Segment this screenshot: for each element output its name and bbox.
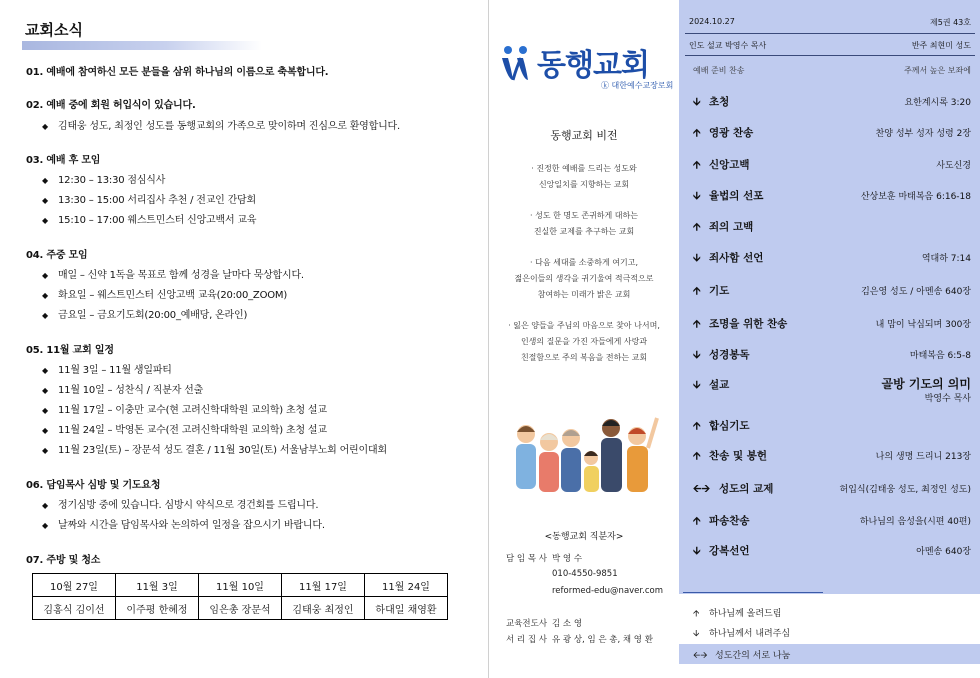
arrow-up-icon: 🡩 xyxy=(693,515,701,527)
order-item-label: 파송찬송 xyxy=(709,515,750,527)
pastor-role: 담 임 목 사 xyxy=(506,554,547,564)
bullet-icon: ◆ xyxy=(42,311,48,320)
bullet-icon: ◆ xyxy=(42,501,48,510)
arrow-down-icon: 🡫 xyxy=(693,252,701,264)
order-item-detail: 허입식(김태웅 성도, 최정인 성도) xyxy=(839,485,971,495)
logo-subtitle: ⓚ 대한예수교장로회 xyxy=(601,81,674,90)
vision-line: 참여하는 미래가 밝은 교회 xyxy=(537,290,631,299)
staff-title: <동행교회 직분자> xyxy=(544,532,624,542)
arrow-up-icon: 🡩 xyxy=(693,127,701,139)
list-item: ◆ 15:10 – 17:00 웨스트민스터 신앙고백서 교육 xyxy=(42,215,257,226)
order-item-detail: 나의 생명 드리니 213장 xyxy=(875,452,971,462)
prep-hymn-title: 주께서 높은 보좌에 xyxy=(904,66,971,75)
arrow-down-icon: 🡫 xyxy=(693,349,701,361)
duty-date: 11월 10일 xyxy=(199,574,282,597)
list-item: ◆ 김태웅 성도, 최정인 성도를 동행교회의 가족으로 맞이하며 진심으로 환영합니다. xyxy=(42,121,400,132)
order-item-label: 성경봉독 xyxy=(709,349,750,361)
people-logo-icon xyxy=(499,44,537,84)
duty-date: 11월 3일 xyxy=(116,574,199,597)
order-item-detail: 역대하 7:14 xyxy=(921,254,971,264)
arrow-up-icon: 🡩 xyxy=(693,609,700,619)
section-heading: 01. 예배에 참여하신 모든 분들을 삼위 하나님의 이름으로 축복합니다. xyxy=(26,67,329,78)
order-item-detail: 아멘송 640장 xyxy=(916,547,971,557)
order-item-label: 찬송 및 봉헌 xyxy=(709,450,768,462)
arrow-both-icon: 🡨🡪 xyxy=(693,483,711,495)
order-item xyxy=(679,316,980,332)
section-heading: 06. 담임목사 심방 및 기도요청 xyxy=(26,480,161,491)
family-illustration xyxy=(511,404,661,499)
order-item xyxy=(679,188,980,204)
arrow-up-icon: 🡩 xyxy=(693,221,701,233)
order-item-detail: 사도신경 xyxy=(936,161,971,171)
accompanist-info: 반주 최현미 성도 xyxy=(911,41,971,50)
bullet-icon: ◆ xyxy=(42,366,48,375)
order-item-label: 합심기도 xyxy=(709,420,750,432)
order-item xyxy=(679,543,980,559)
order-item-label: 강복선언 xyxy=(709,545,750,557)
vision-line: 젊은이들의 생각을 귀기울여 적극적으로 xyxy=(514,274,654,283)
order-item-detail: 내 맘이 낙심되며 300장 xyxy=(875,320,971,330)
order-item xyxy=(679,481,980,497)
bullet-icon: ◆ xyxy=(42,122,48,131)
vision-line: · 다음 세대를 소중하게 여기고, xyxy=(530,258,638,267)
order-item xyxy=(679,283,980,299)
order-item-label: 설교 xyxy=(709,379,730,391)
leader-info: 인도 설교 박영수 목사 xyxy=(689,41,767,50)
arrow-down-icon: 🡫 xyxy=(693,629,700,639)
arrow-both-icon: 🡨🡪 xyxy=(693,651,708,661)
order-item-label: 조명을 위한 찬송 xyxy=(709,318,788,330)
section-heading: 05. 11월 교회 일정 xyxy=(26,345,114,356)
prep-hymn-label: 예배 준비 찬송 xyxy=(693,66,745,75)
edu-role: 교육전도사 xyxy=(506,619,548,629)
section-heading: 03. 예배 후 모임 xyxy=(26,155,101,166)
arrow-down-icon: 🡫 xyxy=(693,190,701,202)
arrow-up-icon: 🡩 xyxy=(693,420,701,432)
order-item xyxy=(679,418,980,434)
list-item: ◆ 11월 23일(토) – 장문석 성도 결혼 / 11월 30일(토) 서울남부노회 어린이대회 xyxy=(42,445,387,456)
header-divider xyxy=(685,55,975,56)
worship-order-panel xyxy=(679,0,980,678)
order-item xyxy=(679,347,980,363)
list-item: ◆ 13:30 – 15:00 서리집사 추천 / 전교인 간담회 xyxy=(42,195,256,206)
bullet-icon: ◆ xyxy=(42,196,48,205)
duty-names: 하대일 채영환 xyxy=(365,597,448,620)
duty-names: 이주평 한혜정 xyxy=(116,597,199,620)
bulletin-volume: 제5권 43호 xyxy=(930,18,971,27)
vision-line: · 성도 한 명도 존귀하게 대하는 xyxy=(530,211,638,220)
arrow-down-icon: 🡫 xyxy=(693,96,701,108)
arrow-up-icon: 🡩 xyxy=(693,285,701,297)
arrow-up-icon: 🡩 xyxy=(693,318,701,330)
list-item: ◆ 11월 10일 – 성찬식 / 직분자 선출 xyxy=(42,385,204,396)
order-item xyxy=(679,250,980,266)
order-item-label: 초청 xyxy=(709,96,730,108)
order-item xyxy=(679,94,980,110)
order-item-detail: 산상보훈 마태복음 6:16-18 xyxy=(860,192,971,202)
title-underline-bar xyxy=(22,41,262,50)
pastor-phone: 010-4550-9851 xyxy=(552,569,618,579)
news-title: 교회소식 xyxy=(25,21,83,39)
list-item: ◆ 12:30 – 13:30 점심식사 xyxy=(42,175,166,186)
arrow-down-icon: 🡫 xyxy=(693,379,701,391)
list-item: ◆ 화요일 – 웨스트민스터 신앙고백 교육(20:00_ZOOM) xyxy=(42,290,288,301)
bullet-icon: ◆ xyxy=(42,406,48,415)
vision-line: 친절함으로 주의 복음을 전하는 교회 xyxy=(520,353,648,362)
table-row xyxy=(33,597,448,620)
vision-line: 진실한 교제를 추구하는 교회 xyxy=(533,227,635,236)
church-logo xyxy=(499,40,674,94)
duty-date: 11월 17일 xyxy=(282,574,365,597)
logo-text: 동행교회 xyxy=(537,48,649,83)
order-item-label: 죄사함 선언 xyxy=(709,252,764,264)
sermon-preacher: 박영수 목사 xyxy=(924,394,971,404)
arrow-up-icon: 🡩 xyxy=(693,159,701,171)
order-item xyxy=(679,157,980,173)
list-item: ◆ 날짜와 시간을 담임목사와 논의하여 일정을 잡으시기 바랍니다. xyxy=(42,520,325,531)
order-item-label: 죄의 고백 xyxy=(709,221,754,233)
order-item xyxy=(679,513,980,529)
legend-item: 🡨🡪 성도간의 서로 나눔 xyxy=(679,644,980,664)
cover-panel xyxy=(489,0,679,678)
arrow-down-icon: 🡫 xyxy=(693,545,701,557)
section-heading: 02. 예배 중에 회원 허입식이 있습니다. xyxy=(26,100,196,111)
deacon-role: 서 리 집 사 xyxy=(506,635,547,645)
order-item-detail: 마태복음 6:5-8 xyxy=(909,351,971,361)
duty-date: 10월 27일 xyxy=(33,574,116,597)
order-item-label: 율법의 선포 xyxy=(709,190,764,202)
vision-line: · 잃은 양들을 주님의 마음으로 찾아 나서며, xyxy=(508,321,660,330)
list-item: ◆ 금요일 – 금요기도회(20:00_예배당, 온라인) xyxy=(42,310,248,321)
legend-item: 🡩 하나님께 올려드림 xyxy=(693,606,781,622)
order-item-label: 신앙고백 xyxy=(709,159,750,171)
header-divider xyxy=(685,33,975,34)
order-item-detail: 요한계시록 3:20 xyxy=(904,98,971,108)
order-item-detail: 김은영 성도 / 아멘송 640장 xyxy=(861,287,971,297)
list-item: ◆ 매일 – 신약 1독을 목표로 함께 성경을 날마다 묵상합시다. xyxy=(42,270,304,281)
order-item-label: 영광 찬송 xyxy=(709,127,754,139)
order-item-detail: 하나님의 음성을(시편 40편) xyxy=(859,517,971,527)
order-item-detail: 찬양 성부 성자 성령 2장 xyxy=(875,129,971,139)
duty-names: 김홍식 김이선 xyxy=(33,597,116,620)
vision-line: 신앙일치를 지향하는 교회 xyxy=(538,180,630,189)
arrow-up-icon: 🡩 xyxy=(693,450,701,462)
pastor-email[interactable]: reformed-edu@naver.com xyxy=(552,586,663,596)
table-row xyxy=(33,574,448,597)
order-item-label: 성도의 교제 xyxy=(719,483,774,495)
list-item: ◆ 11월 24일 – 박영돈 교수(전 고려신학대학원 교의학) 초청 설교 xyxy=(42,425,327,436)
list-item: ◆ 11월 17일 – 이충만 교수(현 고려신학대학원 교의학) 초청 설교 xyxy=(42,405,327,416)
sermon-title: 골방 기도의 의미 xyxy=(881,377,971,391)
bullet-icon: ◆ xyxy=(42,291,48,300)
pastor-name: 박 영 수 xyxy=(552,554,583,564)
legend-item: 🡫 하나님께서 내려주심 xyxy=(693,626,790,642)
legend-divider xyxy=(683,592,823,593)
list-item: ◆ 11월 3일 – 11월 생일파티 xyxy=(42,365,172,376)
bullet-icon: ◆ xyxy=(42,271,48,280)
duty-date: 11월 24일 xyxy=(365,574,448,597)
order-item xyxy=(679,448,980,464)
kitchen-duty-table xyxy=(32,573,448,620)
order-item-label: 기도 xyxy=(709,285,730,297)
duty-names: 김태웅 최정인 xyxy=(282,597,365,620)
deacon-names: 유 광 상, 임 은 총, 채 영 환 xyxy=(552,635,653,645)
bullet-icon: ◆ xyxy=(42,216,48,225)
bullet-icon: ◆ xyxy=(42,176,48,185)
edu-name: 김 소 영 xyxy=(552,619,583,629)
vision-title: 동행교회 비전 xyxy=(550,129,618,142)
bullet-icon: ◆ xyxy=(42,446,48,455)
order-item xyxy=(679,125,980,141)
section-heading: 04. 주중 모임 xyxy=(26,250,88,261)
duty-names: 임은총 장문석 xyxy=(199,597,282,620)
order-item xyxy=(679,219,980,235)
section-heading: 07. 주방 및 청소 xyxy=(26,555,101,566)
bullet-icon: ◆ xyxy=(42,426,48,435)
bulletin-date: 2024.10.27 xyxy=(689,17,735,26)
list-item: ◆ 정기심방 중에 있습니다. 심방시 약식으로 경건회를 드립니다. xyxy=(42,500,319,511)
bullet-icon: ◆ xyxy=(42,521,48,530)
vision-line: · 진정한 예배를 드리는 성도와 xyxy=(531,164,637,173)
bullet-icon: ◆ xyxy=(42,386,48,395)
vision-line: 인생의 질문을 가진 자들에게 사랑과 xyxy=(520,337,648,346)
church-news-page xyxy=(0,0,488,678)
